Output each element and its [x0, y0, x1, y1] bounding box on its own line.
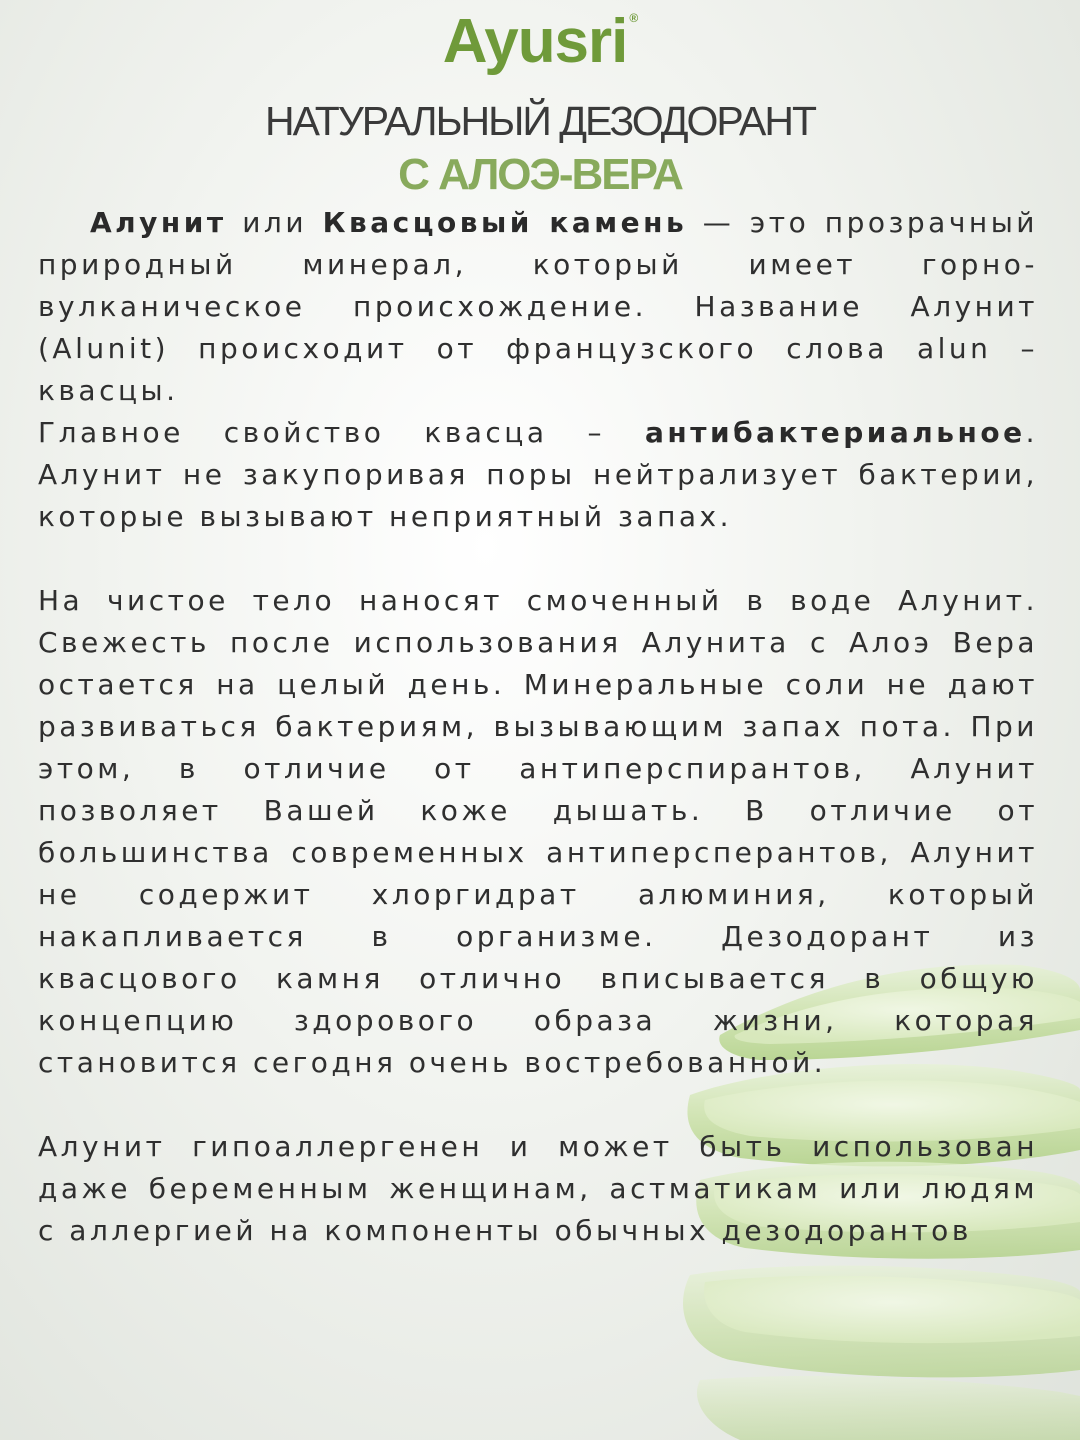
registered-mark: ®	[629, 11, 638, 25]
term-alunit: Алунит	[90, 206, 227, 239]
brand-logo	[0, 6, 1080, 77]
article-body	[38, 202, 1038, 1252]
connector-text: или	[226, 206, 323, 239]
property-antibacterial: антибактериальное	[644, 416, 1026, 449]
property-text-before: Главное свойство квасца –	[38, 416, 645, 449]
property-text-after: . Алунит не закупоривая поры нейтрализует бактерии, которые вызывают неприятный запах.	[38, 416, 1038, 533]
paragraph-definition	[38, 202, 1038, 412]
paragraph-usage: На чистое тело наносят смоченный в воде Алунит. Свежесть после использования Алунита с Алоэ Вера остается на целый день. Минеральные соли не дают развиваться бактериям, вызывающим запах пота. При этом, в отличие от антиперспирантов, Алунит позволяет Вашей коже дышать. В отличие от большинства современных антиперсперантов, Алунит не содержит хлоргидрат алюминия, который накапливается в организме. Дезодорант из квасцового камня отлично вписывается в общую концепцию здорового образа жизни, которая становится сегодня очень востребованной.	[38, 584, 1038, 1079]
paragraph-property	[38, 412, 1038, 538]
definition-text: — это прозрачный природный минерал, который имеет горно-вулканическое происхождение. Название Алунит (Alunit) происходит от французского слова alun – квасцы.	[38, 206, 1038, 407]
brand-name: Ayusri	[442, 7, 628, 76]
term-alum-stone: Квасцовый камень	[322, 206, 688, 239]
page-title: НАТУРАЛЬНЫЙ ДЕЗОДОРАНТ	[264, 98, 816, 144]
paragraph-hypoallergenic: Алунит гипоаллергенен и может быть использован даже беременным женщинам, астматикам или людям с аллергией на компоненты обычных дезодорантов	[38, 1130, 1038, 1247]
page-subtitle: С АЛОЭ-ВЕРА	[398, 150, 682, 199]
